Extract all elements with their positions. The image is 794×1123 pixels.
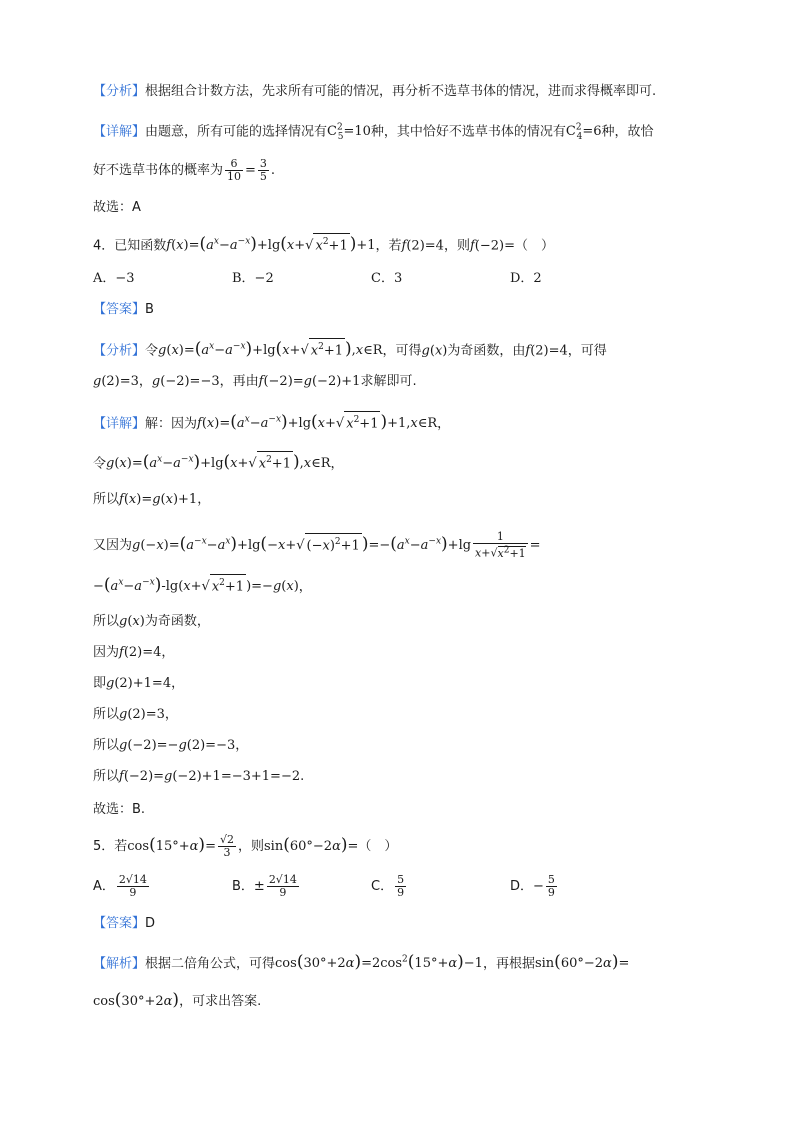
option-label: C． [371, 879, 394, 894]
q4-option-a: A．−3 [93, 271, 135, 286]
q3-detail-text: 由题意，所有可能的选择情况有 [145, 124, 328, 140]
math-expr: g(2)=3 [93, 374, 139, 389]
q5-stem-text: （ ） [358, 839, 398, 854]
math-expr: f(2)=4 [119, 645, 162, 660]
fraction: $\frac{3}{5}$ [259, 157, 267, 183]
q4-option-c: C．3 [371, 271, 403, 286]
q4-option-d: D．2 [510, 271, 542, 286]
q4-detail-result: 所以f(−2)=g(−2)+1=−3+1=−2. [93, 769, 305, 784]
answer-tag: 【答案】 [93, 916, 146, 931]
math-expr: g(−2)=−3 [151, 374, 220, 389]
math-expr: $g(x)=(a^x-a^{-x})+\lg(x+√$ $x^2+1$ ),x∈R [158, 339, 383, 360]
option-label: A． [93, 879, 115, 894]
q4-detail-line: 【详解】解：因为$f(x)=(a^x-a^{-x})+\lg(x+√$ $x^2+1$ )+1,x∈R， [93, 412, 451, 433]
q4-detail-g2plus: 即g(2)+1=4， [93, 676, 185, 691]
math-expr: $f(x)=(a^x-a^{-x})+\lg(x+√$ $x^2+1$ )+1,x∈R [197, 412, 438, 433]
q5-option-b [232, 874, 301, 899]
math-expr: f(−2)= [469, 238, 515, 254]
math-expr: cos(30°+2α) [93, 990, 180, 1010]
parse-tag: 【解析】 [93, 956, 146, 972]
q5-stem-text: ，则 [237, 839, 264, 854]
q4-answer-value: B [145, 302, 154, 317]
math-expr: $g(x)=(a^x-a^{-x})+\lg(x+√$ $x^2+1$ ),x∈R [106, 452, 331, 473]
q5-parse-text: ，再根据 [482, 956, 535, 972]
option-label: B．± [232, 879, 265, 894]
q3-detail-text: 种，其中恰好不选草书体的情况有 [370, 124, 566, 140]
q4-detail-text: 又因为 [93, 537, 133, 553]
math-expr: sin(60°−2α)= [264, 835, 359, 855]
q5-parse-line2 [93, 990, 261, 1012]
q4-stem [93, 232, 554, 256]
q4-analysis-text: 为奇函数，由 [447, 343, 526, 359]
q4-detail-odd [93, 612, 210, 632]
q4-stem-text: ，则 [443, 238, 470, 254]
q4-detail-youyinwei [93, 531, 541, 560]
q3-detail-text: 种，故恰 [601, 124, 654, 140]
q4-detail-suoyi1: 所以f(x)=g(x)+1， [93, 492, 211, 507]
q4-analysis-text: ，可得 [567, 343, 607, 359]
math-expr: $f(x)=(a^x-a^{-x})+\lg(x+√$ $x^2+1$ )+1 [166, 234, 376, 255]
q4-detail-ling: 令$g(x)=(a^x-a^{-x})+\lg(x+√$ $x^2+1$ ),x∈R， [93, 452, 344, 473]
q4-detail-text: 所以 [93, 614, 120, 629]
option-label: D．− [510, 879, 544, 894]
math-expr: g(−2)=−g(2)=−3 [119, 738, 236, 753]
math-expr: $C^2_4=6$ [565, 123, 602, 142]
q5-option-d [510, 874, 559, 899]
math-expr: g(x) [421, 343, 448, 359]
math-expr: f(2)=4 [401, 238, 444, 254]
fraction: $\frac{6}{10}$ [227, 157, 242, 183]
fraction: $\frac{2√14}{9}$ [268, 873, 297, 899]
q4-analysis-text: ，可得 [382, 343, 422, 359]
fraction: $\frac{5}{9}$ [397, 873, 405, 899]
fraction: $\frac{2√14}{9}$ [118, 873, 147, 899]
math-expr: $\cos(30^\circ+2\alpha)=2\cos^2(15^\circ+\alpha)-1$ [275, 952, 483, 973]
q4-detail-text: 令 [93, 456, 107, 472]
q3-choice: 故选：A [93, 200, 141, 215]
detail-tag: 【详解】 [93, 416, 146, 432]
q4-detail-text: 为奇函数， [144, 614, 210, 629]
q3-prob-text: 好不选草书体的概率为 [93, 163, 224, 178]
q4-stem-text: ，若 [375, 238, 402, 254]
q4-choice: 故选：B. [93, 802, 146, 817]
q4-detail-text: 即 [93, 676, 107, 691]
q4-analysis-text: 求解即可. [360, 374, 417, 389]
q4-detail-text: 所以 [93, 769, 120, 784]
q4-detail-cont: $-(a^x-a^{-x})-\lg(x+√$ $x^2+1$ )=−g(x)， [93, 575, 312, 596]
q3-detail-line [93, 118, 654, 147]
q3-analysis-text: 根据组合计数方法，先求所有可能的情况，再分析不选草书体的情况，进而求得概率即可. [145, 84, 657, 99]
q3-analysis-line [93, 82, 656, 102]
math-expr: $-(a^x-a^{-x})-\lg(x+√$ $x^2+1$ )=−g(x) [93, 575, 299, 596]
q4-detail-gm2: 所以g(−2)=−g(2)=−3， [93, 738, 249, 753]
q4-analysis-line [93, 337, 607, 361]
math-expr: g(2)=3 [119, 707, 165, 722]
q4-analysis-text: ，再由 [219, 374, 259, 389]
q4-stem-text: （ ） [514, 238, 554, 254]
analysis-tag: 【分析】 [93, 343, 146, 359]
q4-detail-text: 所以 [93, 492, 120, 507]
math-expr: f(2)=4 [525, 343, 568, 359]
math-expr: sin(60°−2α)= [534, 952, 630, 973]
q4-analysis-text: 令 [145, 343, 159, 359]
q5-stem-text: 5．若 [93, 839, 128, 854]
q3-prob-line: 好不选草书体的概率为 $\frac{6}{10}$ = $\frac{3}{5}$ . [93, 157, 276, 183]
q4-detail-text: 解：因为 [145, 416, 198, 432]
math-expr: g(x) [119, 614, 145, 629]
q5-parse-text: ，可求出答案. [179, 994, 262, 1009]
q5-answer-value: D [145, 916, 156, 931]
math-expr: g(2)+1=4 [106, 676, 172, 691]
q5-parse-text: 根据二倍角公式，可得 [145, 956, 276, 972]
math-expr: $g(-x)=(a^{-x}-a^x)+\lg(-x+√$ $(-x)^2+1$ )$=-(a^x-a^{-x})+\lg$ $\frac{1}{x+√x^2+1}$ = [132, 530, 541, 560]
q4-answer [93, 300, 154, 320]
q4-detail-text: 所以 [93, 738, 120, 753]
q5-option-a [93, 874, 151, 899]
q4-detail-text: 所以 [93, 707, 120, 722]
math-expr: cos(15°+α)= $\frac{√2}{3}$ [127, 833, 234, 859]
q5-stem [93, 834, 397, 859]
q4-option-b: B．−2 [232, 271, 274, 286]
q5-option-c [371, 874, 408, 899]
q4-detail-f2: 因为f(2)=4， [93, 645, 175, 660]
answer-tag: 【答案】 [93, 302, 146, 317]
detail-tag: 【详解】 [93, 124, 146, 140]
q4-stem-text: 4．已知函数 [93, 238, 167, 254]
math-expr: $C^2_5=10$ [327, 123, 371, 142]
math-expr: f(−2)=g(−2)+1 [258, 374, 361, 389]
math-expr: f(x)=g(x)+1 [119, 492, 198, 507]
q4-analysis-line2 [93, 372, 417, 392]
math-expr: f(−2)=g(−2)+1=−3+1=−2 [119, 769, 301, 784]
q5-parse-line [93, 950, 629, 974]
q4-detail-text: 因为 [93, 645, 120, 660]
analysis-tag: 【分析】 [93, 84, 146, 99]
q4-analysis-text: ， [138, 374, 152, 389]
q5-answer [93, 914, 155, 934]
q4-detail-g2: 所以g(2)=3， [93, 707, 178, 722]
fraction: $\frac{5}{9}$ [547, 873, 555, 899]
